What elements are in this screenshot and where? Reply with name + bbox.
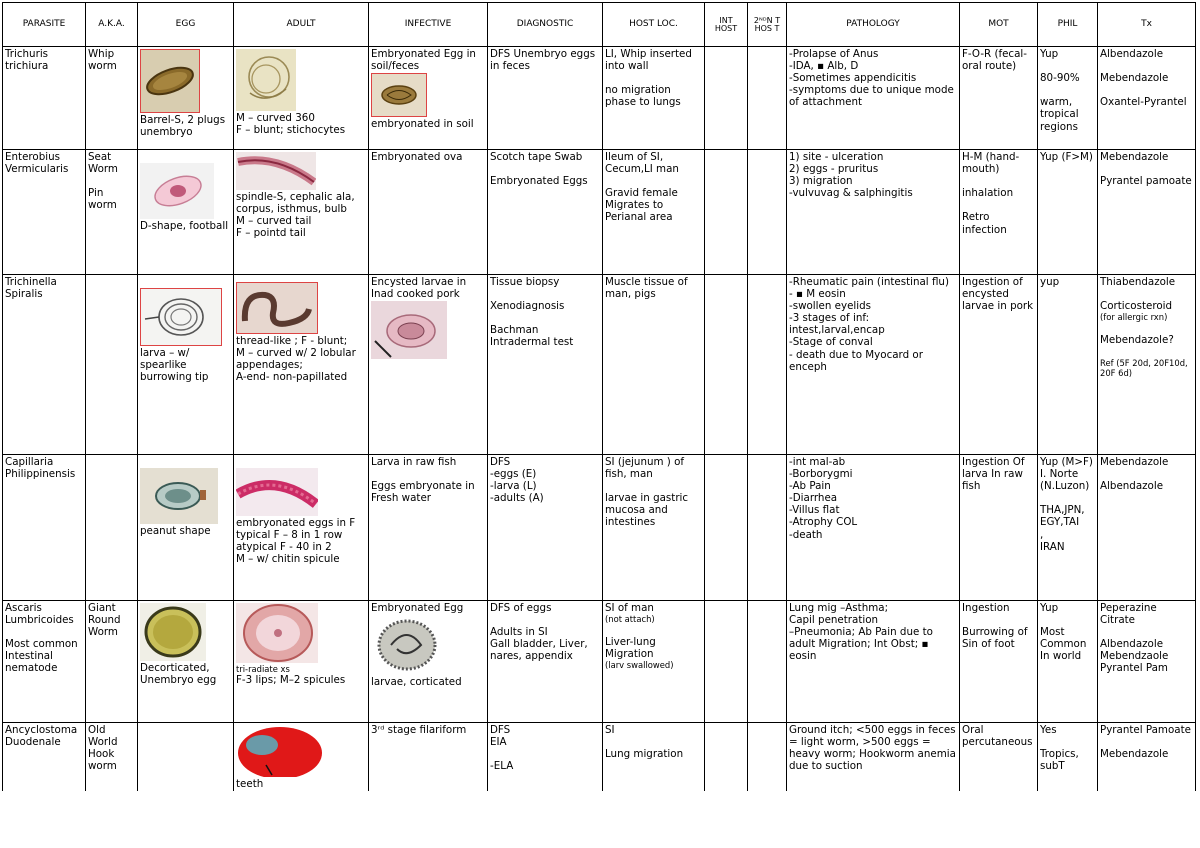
tx-text: Thiabendazole Corticosteroid — [1100, 276, 1176, 313]
egg-image — [140, 288, 222, 346]
host-loc-note-2: (larv swallowed) — [605, 660, 674, 671]
phil-text: Yup (M>F) I. Norte (N.Luzon) THA,JPN, EGY,TAI , IRAN — [1040, 456, 1093, 553]
aka-text: Old World Hook worm — [88, 724, 118, 773]
diagnostic-text: Tissue biopsy Xenodiagnosis Bachman Intradermal test — [490, 276, 574, 349]
aka-text: Seat Worm Pin worm — [88, 151, 118, 212]
parasite-name: Trichinella Spiralis — [5, 276, 57, 301]
host-loc-text: LI, Whip inserted into wall no migration phase to lungs — [605, 48, 692, 109]
header-pathology: PATHOLOGY — [787, 3, 960, 47]
diagnostic-text: DFS of eggs Adults in SI Gall bladder, Liver, nares, appendix — [490, 602, 588, 663]
diagnostic-text: DFS Unembryo eggs in feces — [490, 48, 596, 73]
tx-text-secondary: Mebendazole? — [1100, 334, 1174, 347]
tx-ref-note: Ref (5F 20d, 20F10d, 20F 6d) — [1100, 358, 1188, 379]
egg-image — [140, 163, 214, 219]
adult-text: embryonated eggs in F typical F – 8 in 1 row atypical F - 40 in 2 M – w/ chitin spicule — [236, 517, 356, 566]
aka-text: Whip worm — [88, 48, 117, 73]
mot-text: H-M (hand-mouth) inhalation Retro infection — [962, 151, 1020, 236]
adult-text: M – curved 360 F – blunt; stichocytes — [236, 112, 346, 137]
egg-text: larva – w/ spearlike burrowing tip — [140, 347, 209, 384]
parasite-name: Enterobius Vermicularis — [5, 151, 69, 176]
parasite-name: Capillaria Philippinensis — [5, 456, 76, 481]
host-loc-text: Ileum of SI, Cecum,LI man Gravid female Migrates to Perianal area — [605, 151, 679, 224]
pathology-text: -int mal-ab -Borborygmi -Ab Pain -Diarrhea -Villus flat -Atrophy COL -death — [789, 456, 858, 541]
tx-text: Albendazole Mebendazole Oxantel-Pyrantel — [1100, 48, 1187, 109]
parasite-table — [2, 2, 1196, 791]
table-row — [3, 275, 1196, 455]
tx-text: Pyrantel Pamoate Mebendazole — [1100, 724, 1191, 761]
infective-text: 3ʳᵈ stage filariform — [371, 724, 467, 736]
host-loc-text: SI (jejunum ) of fish, man larvae in gastric mucosa and intestines — [605, 456, 689, 529]
pathology-text: Lung mig –Asthma; Capil penetration –Pneumonia; Ab Pain due to adult Migration; Int Obst; ▪ eosin — [789, 602, 933, 663]
infective-image — [371, 615, 441, 675]
header-row — [3, 3, 1196, 47]
tx-note: (for allergic rxn) — [1100, 312, 1168, 323]
adult-text: thread-like ; F - blunt; M – curved w/ 2 lobular appendages; A-end- non-papillated — [236, 335, 356, 384]
header-phil: PHIL — [1038, 3, 1098, 47]
phil-text: yup — [1040, 276, 1060, 288]
adult-image — [236, 152, 316, 190]
parasite-name: Ascaris Lumbricoides Most common Intestinal nematode — [5, 602, 78, 675]
adult-image — [236, 603, 318, 663]
infective-image — [371, 73, 427, 117]
pathology-text: Ground itch; <500 eggs in feces = light worm, >500 eggs = heavy worm; Hookworm anemia due to suction — [789, 724, 956, 773]
table-row — [3, 723, 1196, 792]
table-row — [3, 601, 1196, 723]
adult-image — [236, 725, 324, 777]
tx-text: Peperazine Citrate Albendazole Mebendzaole Pyrantel Pam — [1100, 602, 1169, 675]
egg-text: Barrel-S, 2 plugs unembryo — [140, 114, 226, 139]
parasite-name: Trichuris trichiura — [5, 48, 49, 73]
header-aka: A.K.A. — [86, 3, 138, 47]
header-egg: EGG — [138, 3, 234, 47]
egg-text: peanut shape — [140, 525, 211, 537]
header-infective: INFECTIVE — [369, 3, 488, 47]
mot-text: Ingestion Burrowing of Sin of foot — [962, 602, 1028, 651]
header-diagnostic: DIAGNOSTIC — [488, 3, 603, 47]
header-second-host: 2ᴺᴰN T HOS T — [748, 3, 787, 47]
mot-text: Ingestion Of larva In raw fish — [962, 456, 1025, 493]
egg-text: D-shape, football — [140, 220, 229, 232]
header-host-loc: HOST LOC. — [603, 3, 705, 47]
host-loc-text: Muscle tissue of man, pigs — [605, 276, 688, 301]
header-adult: ADULT — [234, 3, 369, 47]
adult-text: spindle-S, cephalic ala, corpus, isthmus, bulb M – curved tail F – pointd tail — [236, 191, 355, 240]
infective-image — [371, 301, 447, 359]
tx-text: Mebendazole Albendazole — [1100, 456, 1169, 493]
mot-text: Ingestion of encysted larvae in pork — [962, 276, 1034, 313]
adult-image — [236, 282, 318, 334]
header-int-host: INT HOST — [705, 3, 748, 47]
pathology-text: -Prolapse of Anus -IDA, ▪ Alb, D -Sometimes appendicitis -symptoms due to unique mode of attachment — [789, 48, 954, 109]
egg-image — [140, 468, 218, 524]
phil-text: Yes Tropics, subT — [1040, 724, 1079, 773]
host-loc-migration: Liver-lung Migration — [605, 636, 656, 661]
infective-text: Embryonated Egg in soil/feces — [371, 48, 476, 73]
mot-text: Oral percutaneous — [962, 724, 1033, 749]
adult-image — [236, 468, 318, 516]
phil-text: Yup 80-90% warm, tropical regions — [1040, 48, 1080, 133]
adult-note: tri-radiate xs — [236, 664, 290, 674]
infective-text: Encysted larvae in Inad cooked pork — [371, 276, 467, 301]
table-row — [3, 47, 1196, 150]
adult-text: F-3 lips; M–2 spicules — [236, 674, 346, 686]
phil-text: Yup (F>M) — [1040, 151, 1093, 163]
infective-text: Larva in raw fish Eggs embryonate in Fresh water — [371, 456, 475, 505]
header-mot: MOT — [960, 3, 1038, 47]
infective-text: Embryonated ova — [371, 151, 463, 163]
aka-text: Giant Round Worm — [88, 602, 121, 639]
infective-note: embryonated in soil — [371, 118, 474, 131]
table-row — [3, 150, 1196, 275]
parasite-name: Ancyclostoma Duodenale — [5, 724, 78, 749]
infective-text: Embryonated Egg — [371, 602, 464, 614]
mot-text: F-O-R (fecal-oral route) — [962, 48, 1027, 73]
diagnostic-text: DFS -eggs (E) -larva (L) -adults (A) — [490, 456, 544, 505]
infective-note: larvae, corticated — [371, 676, 462, 689]
diagnostic-text: DFS EIA -ELA — [490, 724, 514, 773]
egg-image — [140, 49, 200, 113]
host-loc-text: SI Lung migration — [605, 724, 684, 761]
pathology-text: -Rheumatic pain (intestinal flu) - ▪ M eosin -swollen eyelids -3 stages of inf: intest,larval,encap -Stage of conval - death due to Myocard or enceph — [789, 276, 949, 373]
egg-text: Decorticated, Unembryo egg — [140, 662, 217, 687]
phil-text: Yup Most Common In world — [1040, 602, 1087, 663]
diagnostic-text: Scotch tape Swab Embryonated Eggs — [490, 151, 588, 188]
header-parasite: PARASITE — [3, 3, 86, 47]
host-loc-text: SI of man — [605, 602, 654, 614]
adult-image — [236, 49, 296, 111]
egg-image — [140, 603, 206, 661]
pathology-text: 1) site - ulceration 2) eggs - pruritus 3) migration -vulvuvag & salphingitis — [789, 151, 913, 200]
table-row — [3, 455, 1196, 601]
adult-text: teeth — [236, 778, 264, 790]
header-tx: Tx — [1098, 3, 1196, 47]
host-loc-note: (not attach) — [605, 614, 655, 625]
tx-text: Mebendazole Pyrantel pamoate — [1100, 151, 1192, 188]
